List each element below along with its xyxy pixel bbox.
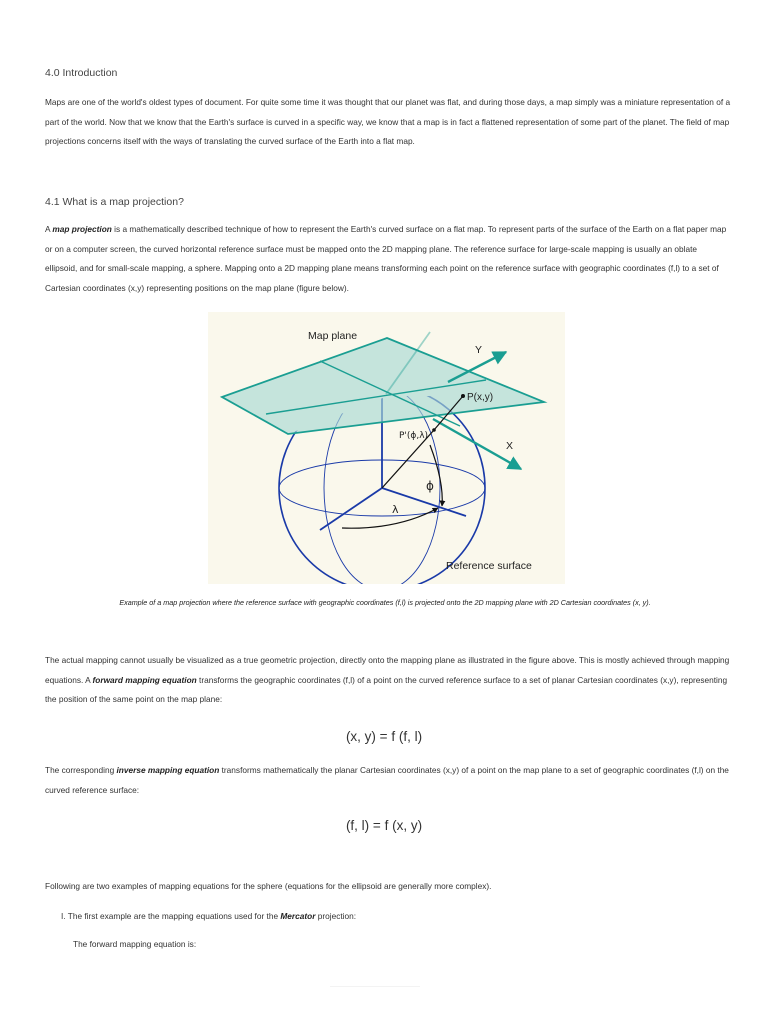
phi-arc	[430, 445, 442, 506]
figure-diagram	[208, 312, 565, 584]
lambda-label: λ	[392, 503, 399, 516]
term-inverse-mapping: inverse mapping equation	[116, 765, 220, 775]
radius-prime-meridian	[320, 488, 382, 530]
term-mercator: Mercator	[280, 911, 316, 921]
intro-paragraph: Maps are one of the world's oldest types of document. For quite some time it was thought that our planet was flat, and during those days, a map simply was a miniature representation of a part of the world. Now that we know that the Earth's surface is curved in a specific way, we know that a map is in fact a flattened representation of some part of the planet. The field of map projections concerns itself with the ways of translating the curved surface of the Earth into a flat map.	[45, 97, 731, 147]
intro-heading: 4.0 Introduction	[45, 67, 118, 79]
axis-x-label: X	[506, 440, 514, 452]
term-map-projection: map projection	[52, 224, 112, 234]
reference-surface-label: Reference surface	[446, 560, 532, 572]
lambda-arc	[342, 508, 438, 528]
inverse-mapping-paragraph: The corresponding inverse mapping equation transforms mathematically the planar Cartesian coordinates (x,y) of a point on the map plane to a set of geographic coordinates (f,l) on the curved reference surface:	[45, 765, 729, 795]
divider	[330, 986, 420, 987]
forward-mapping-paragraph: The actual mapping cannot usually be visualized as a true geometric projection, directly onto the mapping plane as illustrated in the figure above. This is mostly achieved through mapping equations. A forward mapping equation transforms the geographic coordinates (f,l) of a point on the curved reference surface to a set of planar Cartesian coordinates (x,y), representing the position of the same point on the map plane:	[45, 655, 730, 705]
map-projection-figure	[208, 312, 565, 584]
point-p	[461, 394, 465, 398]
what-is-heading: 4.1 What is a map projection?	[45, 196, 184, 208]
term-forward-mapping: forward mapping equation	[92, 674, 197, 685]
examples-intro: Following are two examples of mapping equations for the sphere (equations for the ellipsoid are generally more complex).	[45, 881, 492, 891]
inverse-equation: (f, l) = f (x, y)	[345, 818, 423, 833]
point-p-prime	[432, 428, 436, 432]
figure-caption: Example of a map projection where the reference surface with geographic coordinates (f,l) is projected onto the 2D mapping plane with 2D Cartesian coordinates (x, y).	[119, 598, 651, 607]
mercator-item: I. The first example are the mapping equations used for the Mercator projection:	[61, 911, 357, 921]
point-p-prime-label: P'(ϕ,λ)	[399, 431, 429, 441]
map-plane-label: Map plane	[308, 330, 358, 342]
axis-y-label: Y	[475, 344, 483, 356]
forward-equation: (x, y) = f (f, l)	[345, 729, 423, 744]
point-p-label: P(x,y)	[467, 392, 494, 403]
map-plane	[222, 338, 544, 434]
phi-label: ϕ	[426, 479, 434, 493]
what-is-paragraph: A map projection is a mathematically described technique of how to represent the Earth's curved surface on a flat map. To represent parts of the surface of the Earth on a flat paper map or on a computer screen, the curved horizontal reference surface must be mapped onto the 2D mapping plane. The reference surface for large-scale mapping is usually an oblate ellipsoid, and for small-scale mapping, a sphere. Mapping onto a 2D mapping plane means transforming each point on the reference surface with geographic coordinates (f,l) to a set of Cartesian coordinates (x,y) representing positions on the map plane (figure below).	[45, 224, 727, 294]
forward-equation-intro: The forward mapping equation is:	[73, 939, 197, 949]
